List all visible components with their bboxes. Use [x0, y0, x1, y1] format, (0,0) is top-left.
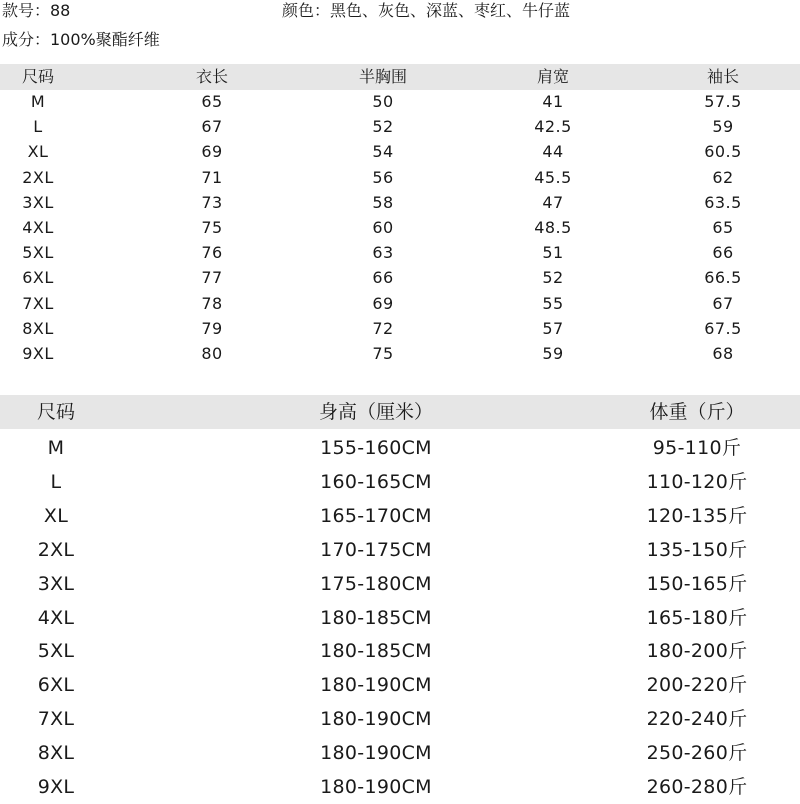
cell-shoulder: 59	[542, 344, 564, 363]
cell-length: 67	[201, 117, 223, 137]
cell-sleeve: 63.5	[704, 192, 742, 212]
cell-half-chest: 75	[372, 344, 394, 363]
cell-length: 69	[201, 142, 223, 162]
cell-sleeve: 68	[712, 344, 734, 363]
cell-shoulder: 51	[542, 243, 564, 263]
cell-height: 180-190CM	[320, 674, 432, 697]
cell-size: 7XL	[22, 293, 54, 313]
cell-weight: 200-220斤	[646, 674, 748, 697]
cell-size: 5XL	[22, 243, 54, 263]
cell-height: 160-165CM	[320, 470, 432, 493]
cell-size: 3XL	[37, 572, 75, 595]
cell-weight: 120-135斤	[646, 504, 748, 527]
cell-half-chest: 58	[372, 192, 394, 212]
cell-shoulder: 44	[542, 142, 564, 162]
cell-size: 6XL	[22, 268, 54, 288]
column-header-height: 身高（厘米）	[318, 401, 434, 423]
cell-length: 80	[201, 344, 223, 363]
cell-length: 71	[201, 167, 223, 187]
cell-weight: 110-120斤	[646, 470, 748, 493]
cell-weight: 260-280斤	[646, 776, 748, 798]
cell-half-chest: 72	[372, 318, 394, 338]
cell-length: 73	[201, 192, 223, 212]
column-header-weight: 体重（斤）	[649, 401, 745, 423]
cell-sleeve: 65	[712, 218, 734, 237]
cell-weight: 250-260斤	[646, 742, 748, 765]
cell-sleeve: 66.5	[704, 268, 742, 288]
cell-sleeve: 59	[712, 117, 734, 137]
cell-shoulder: 48.5	[534, 218, 572, 237]
cell-size: XL	[43, 504, 69, 527]
cell-length: 76	[201, 243, 223, 263]
cell-sleeve: 67.5	[704, 318, 742, 338]
cell-size: 4XL	[22, 218, 54, 237]
cell-height: 175-180CM	[320, 572, 432, 595]
cell-shoulder: 45.5	[534, 167, 572, 187]
cell-size: M	[30, 92, 46, 111]
column-header-size: 尺码	[36, 401, 76, 423]
material-composition: 成分：100%聚酯纤维	[2, 30, 160, 49]
cell-sleeve: 67	[712, 293, 734, 313]
cell-half-chest: 52	[372, 117, 394, 137]
column-header-half-chest: 半胸围	[358, 67, 408, 86]
cell-size: M	[47, 437, 65, 459]
cell-weight: 135-150斤	[646, 538, 748, 561]
style-number: 款号：88	[2, 1, 71, 20]
cell-weight: 220-240斤	[646, 708, 748, 731]
column-header-size: 尺码	[21, 67, 55, 86]
column-header-length: 衣长	[195, 67, 229, 86]
cell-sleeve: 62	[712, 167, 734, 187]
cell-size: 4XL	[37, 606, 75, 629]
cell-height: 180-185CM	[320, 640, 432, 663]
cell-size: 3XL	[22, 192, 54, 212]
cell-sleeve: 60.5	[704, 142, 742, 162]
color-options: 颜色：黑色、灰色、深蓝、枣红、牛仔蓝	[282, 1, 571, 20]
cell-size: 6XL	[37, 674, 75, 697]
cell-weight: 95-110斤	[652, 437, 742, 459]
cell-half-chest: 50	[372, 92, 394, 111]
cell-half-chest: 66	[372, 268, 394, 288]
cell-shoulder: 47	[542, 192, 564, 212]
cell-shoulder: 55	[542, 293, 564, 313]
cell-sleeve: 57.5	[704, 92, 742, 111]
cell-half-chest: 63	[372, 243, 394, 263]
cell-height: 155-160CM	[320, 437, 432, 459]
cell-length: 78	[201, 293, 223, 313]
cell-size: 9XL	[37, 776, 75, 798]
cell-size: L	[33, 117, 43, 137]
cell-size: 8XL	[22, 318, 54, 338]
cell-height: 170-175CM	[320, 538, 432, 561]
cell-shoulder: 42.5	[534, 117, 572, 137]
cell-length: 75	[201, 218, 223, 237]
cell-half-chest: 69	[372, 293, 394, 313]
cell-size: 7XL	[37, 708, 75, 731]
cell-length: 77	[201, 268, 223, 288]
cell-height: 165-170CM	[320, 504, 432, 527]
column-header-sleeve: 袖长	[706, 67, 740, 86]
cell-size: 8XL	[37, 742, 75, 765]
cell-half-chest: 60	[372, 218, 394, 237]
cell-length: 79	[201, 318, 223, 338]
cell-shoulder: 52	[542, 268, 564, 288]
cell-weight: 165-180斤	[646, 606, 748, 629]
cell-size: XL	[27, 142, 49, 162]
column-header-shoulder: 肩宽	[536, 67, 570, 86]
cell-height: 180-190CM	[320, 708, 432, 731]
cell-height: 180-190CM	[320, 742, 432, 765]
cell-shoulder: 41	[542, 92, 564, 111]
cell-size: 2XL	[22, 167, 54, 187]
cell-length: 65	[201, 92, 223, 111]
cell-half-chest: 56	[372, 167, 394, 187]
cell-size: 5XL	[37, 640, 75, 663]
cell-height: 180-185CM	[320, 606, 432, 629]
cell-height: 180-190CM	[320, 776, 432, 798]
cell-size: L	[50, 470, 62, 493]
cell-sleeve: 66	[712, 243, 734, 263]
cell-weight: 180-200斤	[646, 640, 748, 663]
cell-size: 9XL	[22, 344, 54, 363]
cell-shoulder: 57	[542, 318, 564, 338]
cell-size: 2XL	[37, 538, 75, 561]
cell-weight: 150-165斤	[646, 572, 748, 595]
cell-half-chest: 54	[372, 142, 394, 162]
